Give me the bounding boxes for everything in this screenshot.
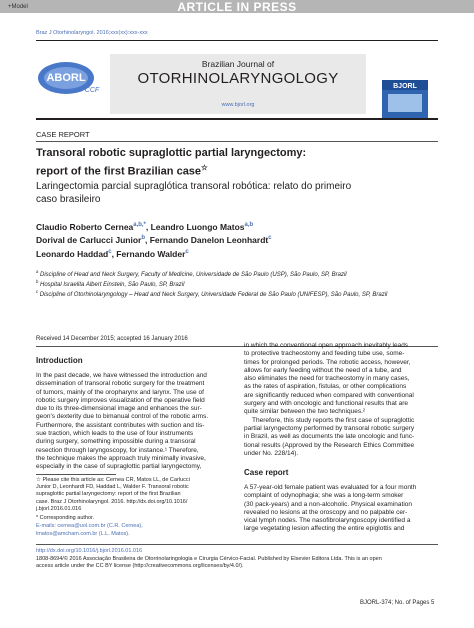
corresponding-author: * Corresponding author. xyxy=(36,515,95,521)
license-rule xyxy=(36,544,438,545)
footnote-rule xyxy=(36,474,116,475)
affiliation-a: $^a$ Discipline of Head and Neck Surgery, Faculty of Medicine, Universidade de São Paulo (USP), São Paulo, SP, Brazil xyxy=(36,269,347,278)
header-bottom-rule xyxy=(36,118,438,120)
svg-text:BJORL: BJORL xyxy=(393,83,417,90)
header-rule xyxy=(36,40,438,41)
case-report-text: A 57-year-old female patient was evaluated for a four month complaint of odynophagia; she was a long-term smoker (30 pack-years) and a non-alcoholic. Physical examination revealed no lesions at the oroscopy and no palpable cer- vical lymph nodes. The nasofibrolaryngoscopy identified a large vegetating lesion affecting the entire epiglottis and xyxy=(244,484,417,533)
authors-line-1: Claudio Roberto Cernea$^{a,b,*}$, Leandro Luongo Matos$^{a,b}$ xyxy=(36,221,254,232)
affiliation-b: $^b$ Hospital Israelita Albert Einstein, São Paulo, SP, Brazil xyxy=(36,279,185,288)
subtitle-line-1: Laringectomia parcial supraglótica transoral robótica: relato do primeiro xyxy=(36,181,352,192)
page-footer: BJORL-374; No. of Pages 5 xyxy=(360,600,435,606)
authors-line-3: Leonardo Haddad$^c$, Fernando Walder$^c$ xyxy=(36,248,189,259)
email-line-1[interactable]: E-mails: cernea@uol.com.br (C.R. Cernea), xyxy=(36,523,143,529)
case-report-heading: Case report xyxy=(244,468,289,477)
introduction-text: In the past decade, we have witnessed the introduction and dissemination of transoral robotic surgery for the treatment of tumors, mainly of the oropharynx and larynx. The use of robotic surgery improves visualization of the operative field due to its three-dimensional image and enhances the sur- geon's dexterity due to bimanual control of the robotic arms. Furthermore, the assistant contributes with suction and tis- sue traction, which leads to the use of four instruments during surgery, something impossible during a transoral resection through laryngoscopy, for instance.¹ Therefore, the technique makes the approach truly minimally invasive, especially in the case of supraglottic partial laryngectomy, xyxy=(36,372,209,471)
title-line-1: Transoral robotic supraglottic partial laryngectomy: xyxy=(36,147,307,159)
introduction-continued-text: in which the conventional open approach inevitably leads to protective tracheostomy and feeding tube use, some- times for prolonged periods. The robotic access, however, allows for early feeding without the need of a tube, and also eliminates the need for tracheostomy in many cases, as the rates of aspiration, fistulas, or other complications are significantly reduced when compared with conventional surgery and with oncologic and functional results that are quite similar between the two techniques.² Therefore, this study reports the first case of supraglottic partial laryngectomy performed by transoral robotic surgery in Brazil, as well as documents the late oncologic and func- tional results (Approved by the Research Ethics Committee under No. 228/14). xyxy=(244,342,415,457)
title-line-2: report of the first Brazilian case☆ xyxy=(36,162,208,178)
subtitle-line-2: caso brasileiro xyxy=(36,193,101,205)
type-rule xyxy=(36,141,438,142)
license-text: 1808-8694/© 2016 Associação Brasileira de Otorrinolaringologia e Cirurgia Cérvico-Facial. Published by Elsevier Editora Ltda. This is an open access article under the CC BY license (http://creativecommons.org/licenses/by/4.0/). xyxy=(36,556,382,570)
author-list xyxy=(36,220,436,260)
affiliation-c: $^c$ Discipline of Otorhinolaryngology – Head and Neck Surgery, Universidade Federal de São Paulo (UNIFESP), São Paulo, SP, Brazil xyxy=(36,289,388,298)
authors-line-2: Dorival de Carlucci Junior$^b$, Fernando Danelon Leonhardt$^c$ xyxy=(36,235,272,246)
introduction-heading: Introduction xyxy=(36,356,83,365)
citation-footnote: ☆ Please cite this article as: Cernea CR, Matos LL, de Carlucci Junior D, Leonhardt FD, Haddad L, Walder F. Transoral robotic supraglottic partial laryngectomy: report of the first Brazilian case. Braz J Otorhinolaryngol. 2016. http://dx.doi.org/10.1016/ j.bjorl.2016.01.016 xyxy=(36,477,190,512)
svg-text:CCF: CCF xyxy=(84,87,100,94)
svg-text:ABORL: ABORL xyxy=(46,72,86,84)
article-type: CASE REPORT xyxy=(36,130,90,139)
doi-link[interactable]: http://dx.doi.org/10.1016/j.bjorl.2016.01.016 xyxy=(36,548,143,554)
journal-name-small: Brazilian Journal of xyxy=(201,59,275,69)
journal-url-link[interactable]: www.bjorl.org xyxy=(221,102,255,108)
received-dates: Received 14 December 2015; accepted 16 January 2016 xyxy=(36,336,188,342)
article-subtitle xyxy=(36,181,426,206)
title-footnote-mark[interactable]: ☆ xyxy=(201,162,208,172)
citation-line[interactable]: Braz J Otorhinolaryngol. 2016;xxx(xx):xxx-xxx xyxy=(36,30,148,36)
email-line-2[interactable]: lmatos@amcham.com.br (L.L. Matos). xyxy=(36,531,130,537)
article-title xyxy=(36,147,426,179)
bjorl-cover-logo xyxy=(374,78,436,120)
aborl-logo xyxy=(36,58,102,98)
model-tag: +Model xyxy=(8,4,28,10)
article-in-press-text: ARTICLE IN PRESS xyxy=(177,0,297,14)
journal-name: OTORHINOLARYNGOLOGY xyxy=(137,70,339,87)
